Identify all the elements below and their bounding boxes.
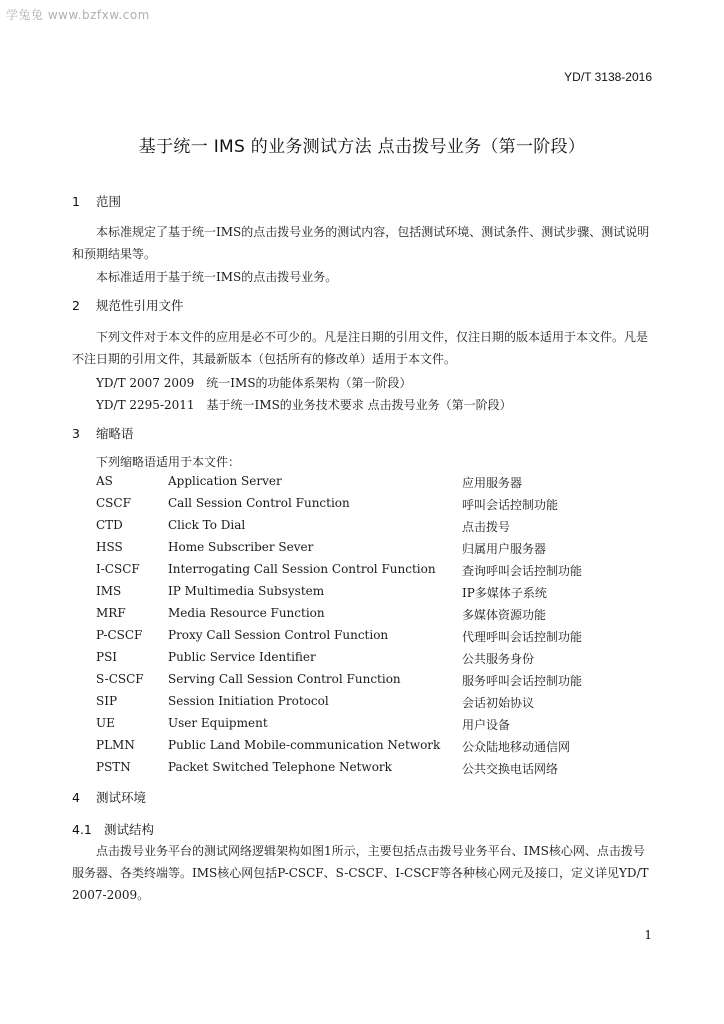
chinese-cell: 公共服务身份 [462,652,535,666]
chinese-cell: 用户设备 [462,718,511,732]
abbr-cell: MRF [96,606,126,620]
english-cell: Call Session Control Function [168,496,350,510]
section-number: 4.1 [72,822,92,837]
english-cell: Media Resource Function [168,606,325,620]
chinese-cell: 应用服务器 [462,476,523,490]
chinese-cell: 服务呼叫会话控制功能 [462,674,583,688]
section-title: 规范性引用文件 [95,298,184,313]
abbr-cell: PSI [96,650,118,664]
english-cell: Session Initiation Protocol [168,694,329,708]
section-number: 4 [72,790,80,805]
abbr-cell: CTD [96,518,123,532]
english-cell: IP Multimedia Subsystem [168,584,325,598]
section-4-1-heading [72,820,154,838]
reference-1: YD/T 2007 2009 统一IMS的功能体系架构（第一阶段） [96,376,412,390]
section-number: 3 [72,426,80,441]
chinese-cell: 查询呼叫会话控制功能 [462,564,583,578]
chinese-cell: 归属用户服务器 [462,542,547,556]
section-number: 1 [72,194,80,209]
page-title: 基于统一 IMS 的业务测试方法 点击拨号业务（第一阶段） [138,137,586,157]
page-number: 1 [644,928,652,942]
section-2-paragraph-1: 下列文件对于本文件的应用是必不可少的。凡是注日期的引用文件，仅注日期的版本适用于本文件。凡是不注日期的引用文件，其最新版本（包括所有的修改单）适用于本文件。 [72,330,649,366]
section-3-heading [72,424,134,442]
english-cell: Serving Call Session Control Function [168,672,401,686]
abbr-cell: UE [96,716,115,730]
section-1-paragraph-2: 本标准适用于基于统一IMS的点击拨号业务。 [96,270,338,284]
abbr-cell: PLMN [96,738,135,752]
standard-code: YD/T 3138-2016 [564,70,652,84]
english-cell: Proxy Call Session Control Function [168,628,389,642]
section-title: 范围 [95,194,121,209]
abbr-cell: CSCF [96,496,131,510]
english-cell: Application Server [168,474,282,488]
abbr-cell: PSTN [96,760,131,774]
section-4-1-paragraph-1: 点击拨号业务平台的测试网络逻辑架构如图1所示，主要包括点击拨号业务平台、IMS核心网、点击拨号服务器、各类终端等。IMS核心网包括P-CSCF、S-CSCF、I-CSCF等各种核心网元及接口，定义详见YD/T 2007-2009。 [72,844,649,902]
english-cell: User Equipment [168,716,268,730]
section-title: 测试环境 [95,790,146,805]
chinese-cell: 会话初始协议 [462,696,535,710]
abbr-cell: AS [96,474,113,488]
english-cell: Home Subscriber Sever [168,540,314,554]
abbr-cell: I-CSCF [96,562,140,576]
abbr-cell: IMS [96,584,122,598]
section-2-heading [72,296,184,314]
reference-2: YD/T 2295-2011 基于统一IMS的业务技术要求 点击拨号业务（第一阶段） [96,398,512,412]
abbr-cell: HSS [96,540,123,554]
chinese-cell: 公众陆地移动通信网 [462,740,571,754]
english-cell: Public Land Mobile-communication Network [168,738,441,752]
chinese-cell: 呼叫会话控制功能 [462,498,559,512]
section-number: 2 [72,298,80,313]
section-4-heading [72,788,146,806]
section-1-paragraph-1: 本标准规定了基于统一IMS的点击拨号业务的测试内容，包括测试环境、测试条件、测试步骤、测试说明和预期结果等。 [72,225,650,261]
section-3-intro: 下列缩略语适用于本文件： [96,455,241,469]
chinese-cell: 代理呼叫会话控制功能 [462,630,583,644]
chinese-cell: 公共交换电话网络 [462,762,559,776]
section-1-heading [72,192,121,210]
abbr-cell: P-CSCF [96,628,143,642]
english-cell: Click To Dial [168,518,246,532]
section-title: 测试结构 [103,822,154,837]
chinese-cell: 点击拨号 [462,520,511,534]
chinese-cell: 多媒体资源功能 [462,608,547,622]
watermark: 学兔兔 www.bzfxw.com [6,8,150,22]
english-cell: Public Service Identifier [168,650,316,664]
english-cell: Packet Switched Telephone Network [168,760,392,774]
abbr-cell: SIP [96,694,118,708]
chinese-cell: IP多媒体子系统 [462,586,547,600]
section-title: 缩略语 [95,426,134,441]
abbr-cell: S-CSCF [96,672,144,686]
english-cell: Interrogating Call Session Control Function [168,562,436,576]
